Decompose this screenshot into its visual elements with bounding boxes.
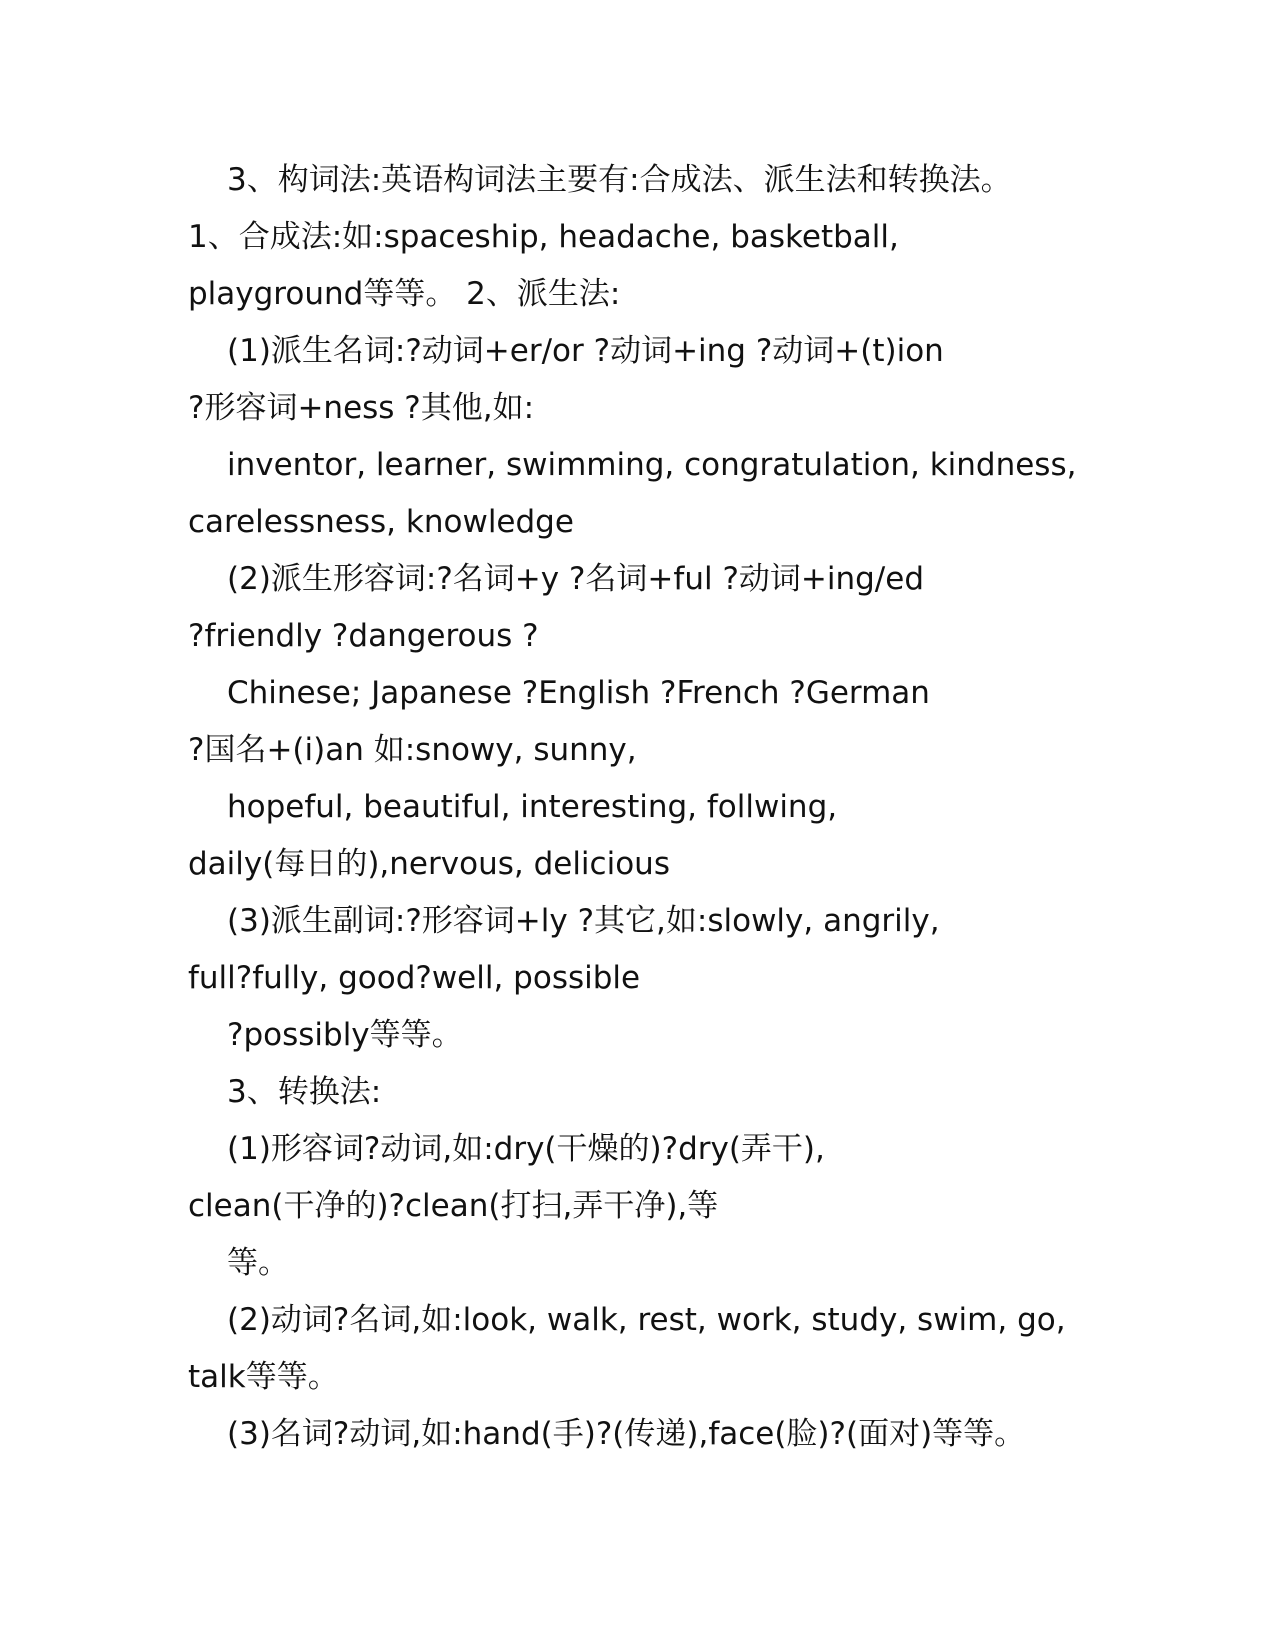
text-line: daily(每日的),nervous, delicious [188,846,670,882]
text-line: Chinese; Japanese ?English ?French ?German [227,675,930,711]
text-line: ?形容词+ness ?其他,如: [188,390,535,426]
text-line: 3、转换法: [227,1074,382,1110]
text-line: (3)派生副词:?形容词+ly ?其它,如:slowly, angrily, [227,903,940,939]
text-line: (1)形容词?动词,如:dry(干燥的)?dry(弄干), [227,1131,825,1167]
text-line: (2)派生形容词:?名词+y ?名词+ful ?动词+ing/ed [227,561,924,597]
text-line: (3)名词?动词,如:hand(手)?(传递),face(脸)?(面对)等等。 [227,1416,1026,1452]
text-line: inventor, learner, swimming, congratulation, kindness, [227,447,1077,483]
text-line: (1)派生名词:?动词+er/or ?动词+ing ?动词+(t)ion [227,333,944,369]
text-line: 等。 [227,1245,289,1281]
text-line: clean(干净的)?clean(打扫,弄干净),等 [188,1188,719,1224]
text-line: (2)动词?名词,如:look, walk, rest, work, study, swim, go, [227,1302,1066,1338]
text-line: playground等等。 2、派生法: [188,276,621,312]
text-line: 3、构词法:英语构词法主要有:合成法、派生法和转换法。 [227,162,1012,198]
text-line: talk等等。 [188,1359,339,1395]
text-line: hopeful, beautiful, interesting, follwing, [227,789,838,825]
text-line: full?fully, good?well, possible [188,960,641,996]
text-line: ?friendly ?dangerous ? [188,618,539,654]
text-line: ?possibly等等。 [227,1017,463,1053]
document-body [188,152,1108,1463]
text-line: carelessness, knowledge [188,504,574,540]
text-line: ?国名+(i)an 如:snowy, sunny, [188,732,637,768]
text-line: 1、合成法:如:spaceship, headache, basketball, [188,219,899,255]
